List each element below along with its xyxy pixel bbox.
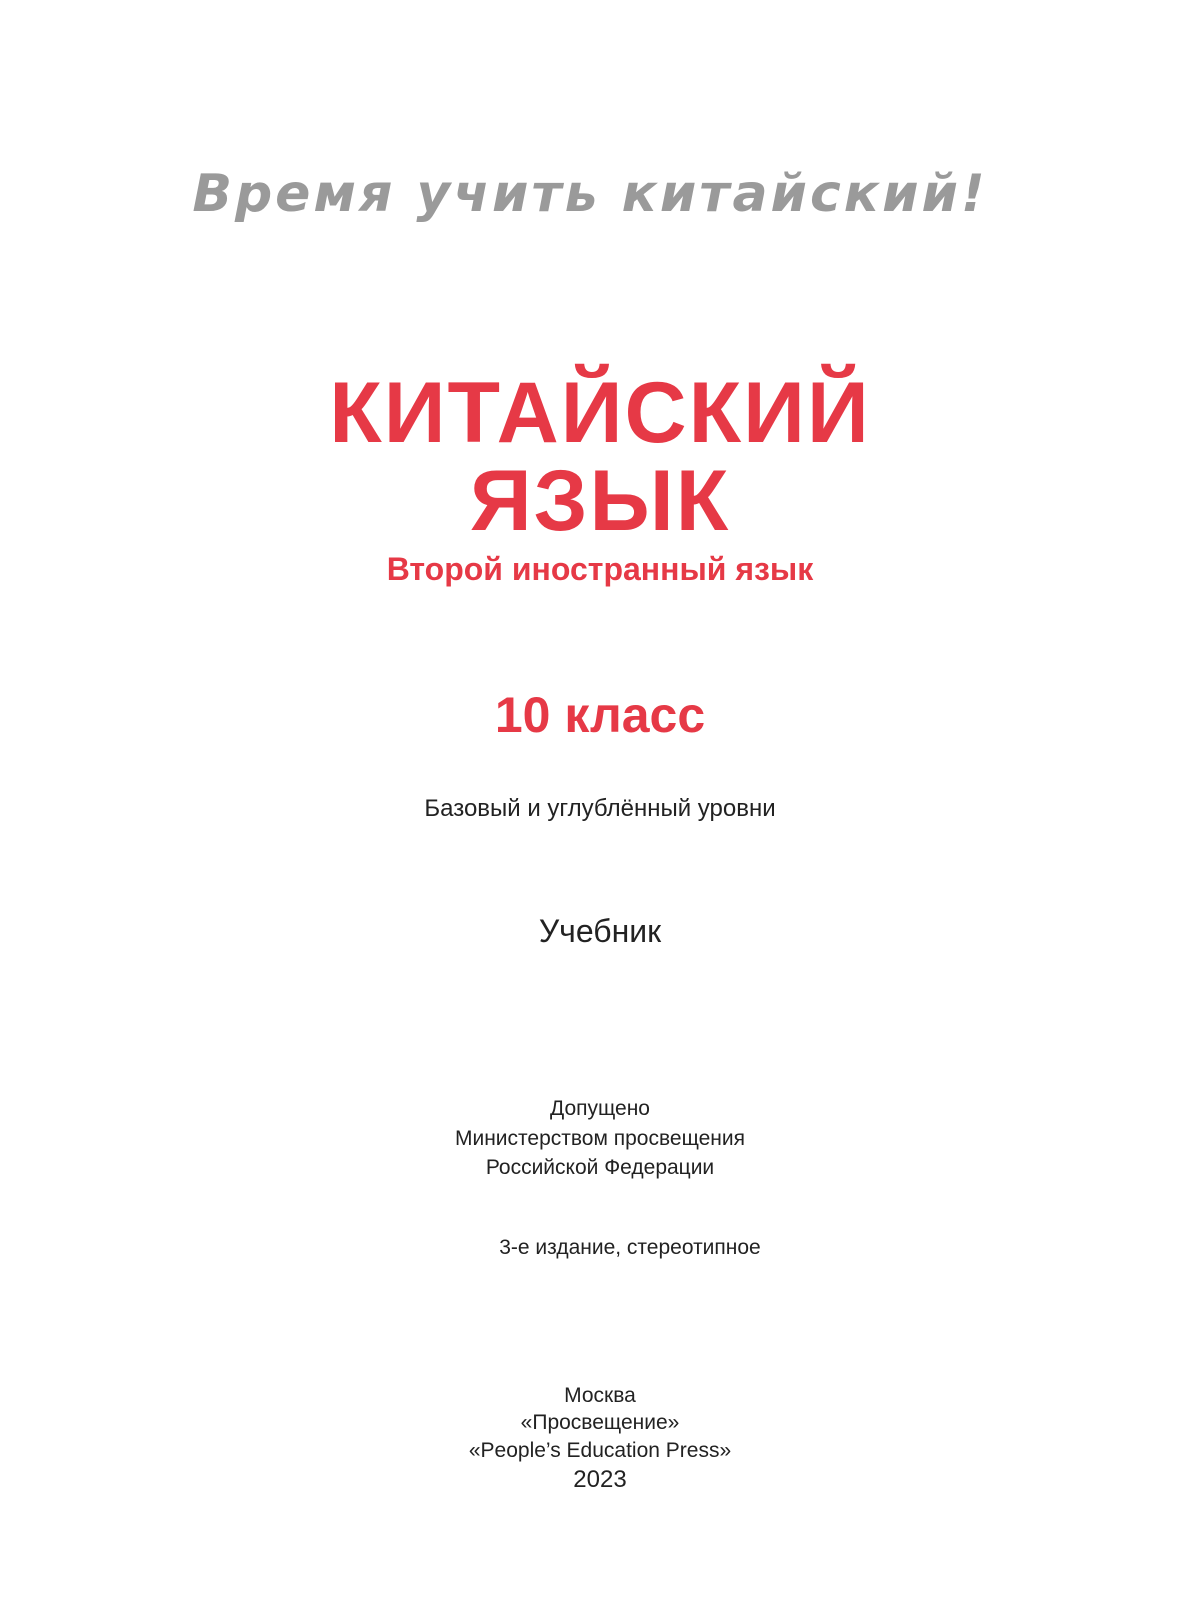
approval-line-1: Допущено [549, 1097, 650, 1120]
imprint-publisher-1: «Просвещение» [520, 1411, 680, 1434]
approval-line-2: Министерством просвещения [454, 1127, 746, 1150]
imprint-year: 2023 [573, 1466, 627, 1493]
imprint-publisher-2: «People’s Education Press» [468, 1439, 732, 1462]
book-title-line-1: КИТАЙСКИЙ [329, 365, 871, 461]
book-subtitle: Второй иностранный язык [386, 551, 814, 587]
levels-label: Базовый и углублённый уровни [424, 795, 776, 822]
series-title: Время учить китайский! [192, 164, 988, 224]
book-title-line-2: ЯЗЫК [469, 453, 731, 549]
edition-label: 3-е издание, стереотипное [499, 1236, 761, 1259]
approval-line-3: Российской Федерации [485, 1156, 715, 1179]
grade-label: 10 класс [494, 687, 706, 743]
imprint-city: Москва [564, 1384, 636, 1407]
book-type-label: Учебник [538, 913, 662, 949]
